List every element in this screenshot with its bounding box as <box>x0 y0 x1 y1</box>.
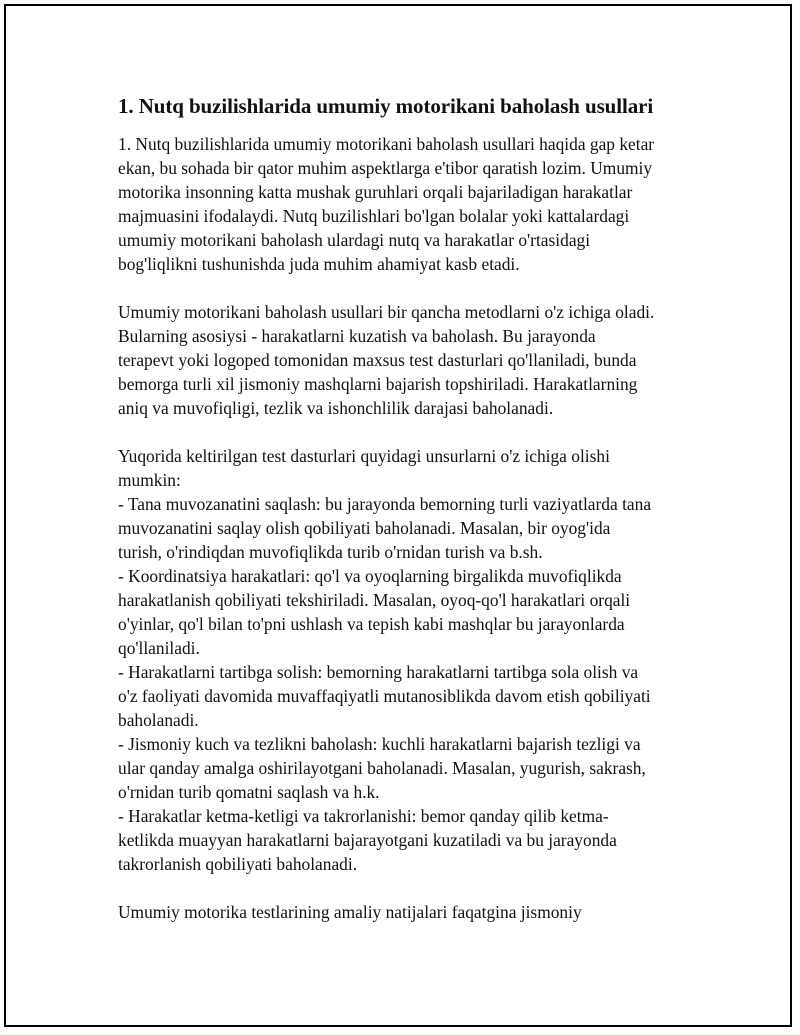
text-line: - Harakatlarni tartibga solish: bemorning harakatlarni tartibga sola olish va <box>118 662 639 682</box>
text-line: Umumiy motorika testlarining amaliy natijalari faqatgina jismoniy <box>118 902 582 922</box>
text-line: o'yinlar, qo'l bilan to'pni ushlash va tepish kabi mashqlar bu jarayonlarda <box>118 614 625 634</box>
text-line: turish, o'rindiqdan muvofiqlikda turib o'rnidan turish va b.sh. <box>118 542 543 562</box>
text-line: bemorga turli xil jismoniy mashqlarni bajarish topshiriladi. Harakatlarning <box>118 374 638 394</box>
text-line: terapevt yoki logoped tomonidan maxsus test dasturlari qo'llaniladi, bunda <box>118 350 637 370</box>
text-line: baholanadi. <box>118 710 199 730</box>
text-line: - Tana muvozanatini saqlash: bu jarayonda bemorning turli vaziyatlarda tana <box>118 494 652 514</box>
text-line: - Koordinatsiya harakatlari: qo'l va oyoqlarning birgalikda muvofiqlikda <box>118 566 622 586</box>
paragraph <box>118 300 698 420</box>
text-line: Umumiy motorikani baholash usullari bir qancha metodlarni o'z ichiga oladi. <box>118 302 655 322</box>
text-line: ekan, bu sohada bir qator muhim aspektlarga e'tibor qaratish lozim. Umumiy <box>118 158 653 178</box>
paragraph <box>118 132 698 276</box>
text-line: majmuasini ifodalaydi. Nutq buzilishlari bo'lgan bolalar yoki kattalardagi <box>118 206 630 226</box>
text-line: ketlikda muayyan harakatlarni bajarayotgani kuzatiladi va bu jarayonda <box>118 830 617 850</box>
paragraph-gap <box>118 420 698 444</box>
text-line: o'z faoliyati davomida muvaffaqiyatli mutanosiblikda davom etish qobiliyati <box>118 686 651 706</box>
text-line: takrorlanish qobiliyati baholanadi. <box>118 854 358 874</box>
text-line: o'rnidan turib qomatni saqlash va h.k. <box>118 782 380 802</box>
paragraph-gap <box>118 276 698 300</box>
paragraph-gap <box>118 876 698 900</box>
text-line: - Harakatlar ketma-ketligi va takrorlanishi: bemor qanday qilib ketma- <box>118 806 609 826</box>
text-line: bog'liqlikni tushunishda juda muhim ahamiyat kasb etadi. <box>118 254 520 274</box>
text-line: Bularning asosiysi - harakatlarni kuzatish va baholash. Bu jarayonda <box>118 326 596 346</box>
text-line: aniq va muvofiqligi, tezlik va ishonchlilik darajasi baholanadi. <box>118 398 554 418</box>
text-line: Yuqorida keltirilgan test dasturlari quyidagi unsurlarni o'z ichiga olishi <box>118 446 610 466</box>
text-line: umumiy motorikani baholash ulardagi nutq va harakatlar o'rtasidagi <box>118 230 591 250</box>
text-line: harakatlanish qobiliyati tekshiriladi. Masalan, oyoq-qo'l harakatlari orqali <box>118 590 631 610</box>
text-line: - Jismoniy kuch va tezlikni baholash: kuchli harakatlarni bajarish tezligi va <box>118 734 641 754</box>
text-line: motorika insonning katta mushak guruhlari orqali bajariladigan harakatlar <box>118 182 633 202</box>
paragraph <box>118 900 698 924</box>
document-title: 1. Nutq buzilishlarida umumiy motorikani baholash usullari <box>118 94 654 118</box>
text-line: 1. Nutq buzilishlarida umumiy motorikani baholash usullari haqida gap ketar <box>118 134 655 154</box>
text-line: mumkin: <box>118 470 181 490</box>
text-line: ular qanday amalga oshirilayotgani baholanadi. Masalan, yugurish, sakrash, <box>118 758 646 778</box>
paragraph-container <box>118 132 698 924</box>
text-line: qo'llaniladi. <box>118 638 200 658</box>
text-line: muvozanatini saqlay olish qobiliyati baholanadi. Masalan, bir oyog'ida <box>118 518 611 538</box>
paragraph <box>118 444 698 876</box>
document-body <box>118 90 698 924</box>
